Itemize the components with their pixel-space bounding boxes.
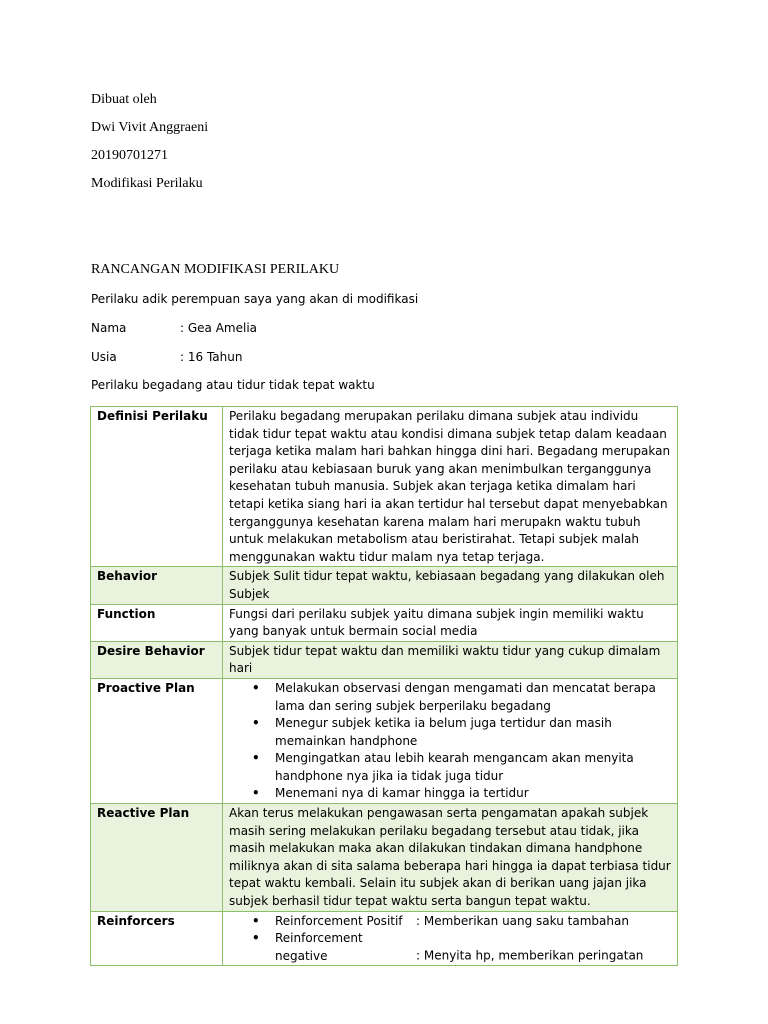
table-row bbox=[91, 567, 678, 604]
name-label: Nama bbox=[91, 321, 127, 335]
behavior-label: Behavior bbox=[91, 567, 223, 604]
reinforcement-positive-name: Reinforcement Positif bbox=[275, 913, 403, 928]
document-title: RANCANGAN MODIFIKASI PERILAKU bbox=[91, 262, 340, 277]
name-value: : Gea Amelia bbox=[180, 321, 258, 335]
age-value: : 16 Tahun bbox=[180, 350, 243, 364]
table-row bbox=[91, 804, 678, 912]
reinforcement-negative-desc: : Menyita hp, memberikan peringatan bbox=[416, 948, 644, 963]
student-id: 20190701271 bbox=[91, 148, 168, 163]
behavior-statement: Perilaku begadang atau tidur tidak tepat waktu bbox=[91, 378, 375, 392]
desire-behavior-label: Desire Behavior bbox=[91, 641, 223, 678]
list-item bbox=[275, 913, 672, 931]
list-item bbox=[275, 930, 672, 965]
subject-age-row bbox=[91, 350, 242, 364]
reinforcers-label: Reinforcers bbox=[91, 911, 223, 966]
desire-behavior-text: Subjek tidur tepat waktu dan memiliki waktu tidur yang cukup dimalam hari bbox=[223, 641, 678, 678]
reinforcers-cell bbox=[223, 911, 678, 966]
course-name: Modifikasi Perilaku bbox=[91, 176, 203, 191]
list-item: • Mengingatkan atau lebih kearah mengancam akan menyita handphone nya jika ia tidak juga tidur bbox=[275, 750, 672, 785]
proactive-plan-cell bbox=[223, 678, 678, 803]
author-name: Dwi Vivit Anggraeni bbox=[91, 120, 209, 135]
function-text: Fungsi dari perilaku subjek yaitu dimana subjek ingin memiliki waktu yang banyak untuk bermain social media bbox=[223, 604, 678, 641]
proactive-plan-label: Proactive Plan bbox=[91, 678, 223, 803]
table-row bbox=[91, 911, 678, 966]
table-row bbox=[91, 678, 678, 803]
subject-name-row bbox=[91, 321, 257, 335]
definition-text: Perilaku begadang merupakan perilaku dimana subjek atau individu tidak tidur tepat waktu atau kondisi dimana subjek tetap dalam keadaan terjaga ketika malam hari bahkan hingga dini hari. Begadang merupakan perilaku atau kebiasaan buruk yang akan menimbulkan terganggunya kesehatan tubuh manusia. Subjek akan terjaga ketika dimalam hari tetapi ketika siang hari ia akan tertidur hal tersebut dapat menyebabkan terganggunya kesehatan karena malam hari merupakn waktu tubuh untuk melakukan metabolism atau beristirahat. Tetapi subjek malah menggunakan waktu tidur malam nya tetap terjaga. bbox=[223, 407, 678, 567]
reinforcement-negative-name: Reinforcement negative bbox=[275, 931, 363, 963]
modification-table bbox=[90, 406, 678, 966]
proactive-plan-list bbox=[229, 680, 672, 803]
made-by-label: Dibuat oleh bbox=[91, 92, 157, 107]
list-item: • Melakukan observasi dengan mengamati dan mencatat berapa lama dan sering subjek berperilaku begadang bbox=[275, 680, 672, 715]
function-label: Function bbox=[91, 604, 223, 641]
intro-text: Perilaku adik perempuan saya yang akan di modifikasi bbox=[91, 292, 419, 306]
reactive-plan-text: Akan terus melakukan pengawasan serta pengamatan apakah subjek masih sering melakukan perilaku begadang tersebut atau tidak, jika masih melakukan maka akan dilakukan tindakan dimana handphone miliknya akan di sita salama beberapa hari hingga ia dapat terbiasa tidur tepat waktu kembali. Selain itu subjek akan di berikan uang jajan jika subjek berhasil tidur tepat waktu serta bangun tepat waktu. bbox=[223, 804, 678, 912]
definition-label: Definisi Perilaku bbox=[91, 407, 223, 567]
table-row bbox=[91, 407, 678, 567]
reinforcement-positive-desc: : Memberikan uang saku tambahan bbox=[416, 913, 629, 928]
list-item: • Menegur subjek ketika ia belum juga tertidur dan masih memainkan handphone bbox=[275, 715, 672, 750]
reinforcers-list bbox=[229, 913, 672, 966]
list-item: • Menemani nya di kamar hingga ia tertidur bbox=[275, 785, 672, 803]
age-label: Usia bbox=[91, 350, 117, 364]
table-row bbox=[91, 604, 678, 641]
reactive-plan-label: Reactive Plan bbox=[91, 804, 223, 912]
behavior-text: Subjek Sulit tidur tepat waktu, kebiasaan begadang yang dilakukan oleh Subjek bbox=[223, 567, 678, 604]
table-row bbox=[91, 641, 678, 678]
